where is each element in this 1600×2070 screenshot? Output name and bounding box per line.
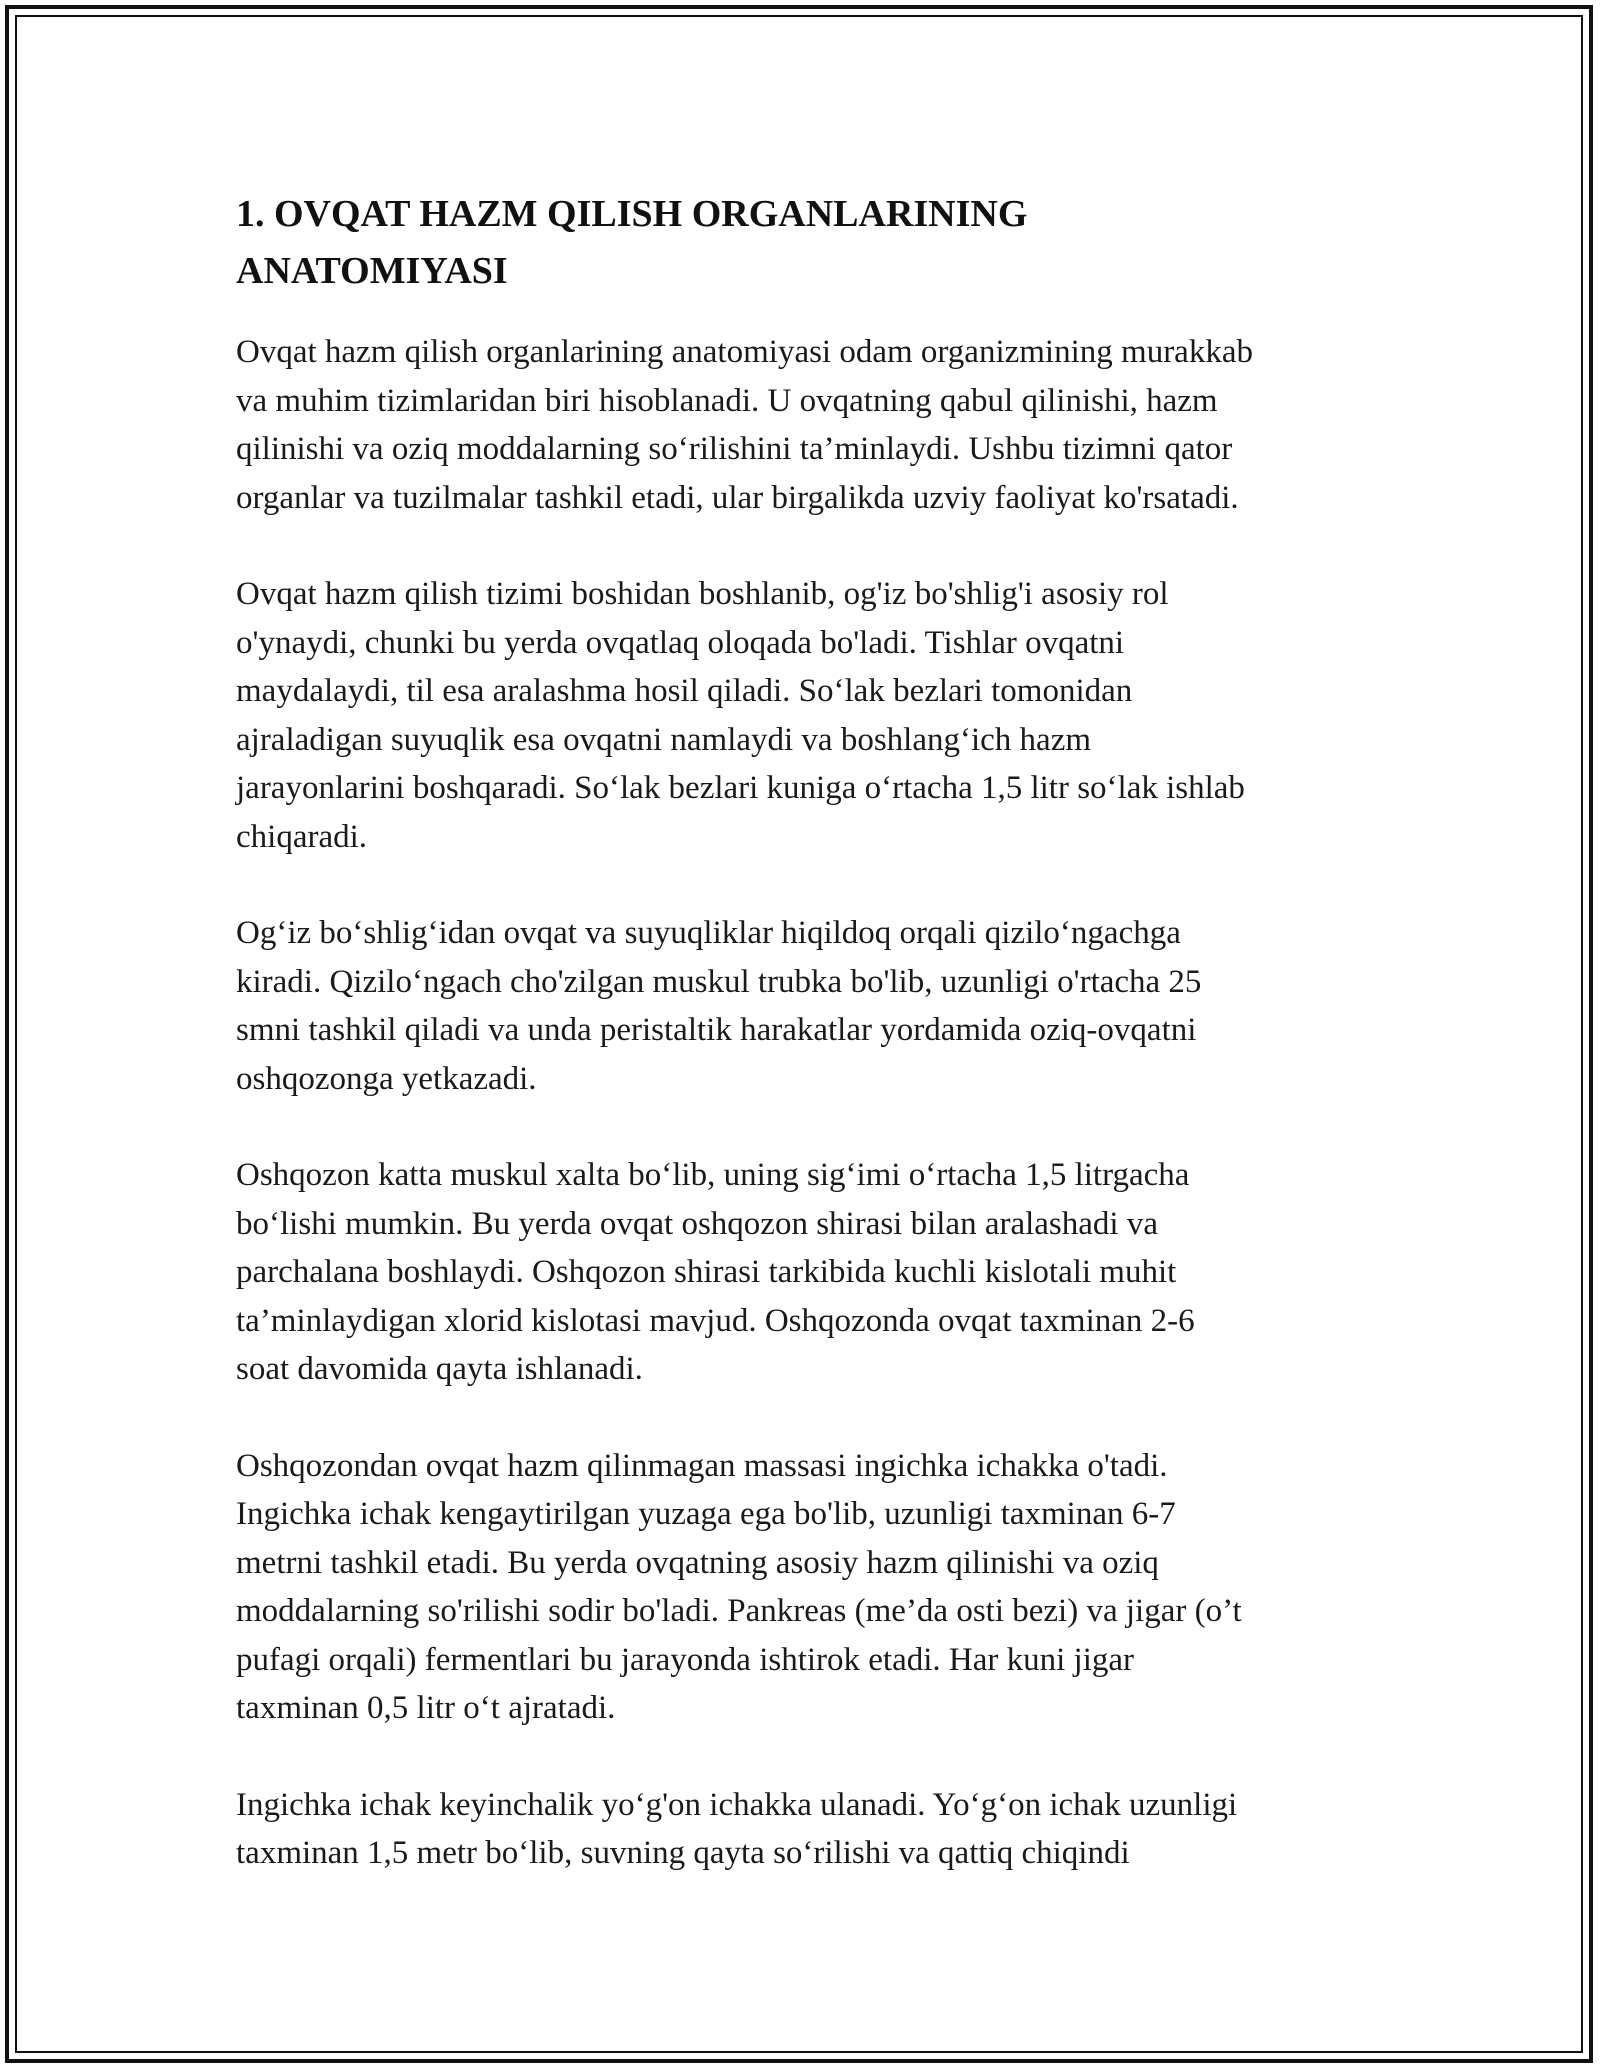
paragraph-intro: Ovqat hazm qilish organlarining anatomiyasi odam organizmining murakkab va muhim tizimlaridan biri hisoblanadi. U ovqatning qabul qilinishi, hazm qilinishi va oziq moddalarning so‘rilishini ta’minlaydi. Ushbu tizimni qator organlar va tuzilmalar tashkil etadi, ular birgalikda uzviy faoliyat ko'rsatadi. xyxy=(236,334,1253,516)
paragraph-small-intestine: Oshqozondan ovqat hazm qilinmagan massasi ingichka ichakka o'tadi. Ingichka ichak kengaytirilgan yuzaga ega bo'lib, uzunligi taxminan 6-7 metrni tashkil etadi. Bu yerda ovqatning asosiy hazm qilinishi va oziq moddalarning so'rilishi sodir bo'ladi. Pankreas (me’da osti bezi) va jigar (o’t pufagi orqali) fermentlari bu jarayonda ishtirok etadi. Har kuni jigar taxminan 0,5 litr o‘t ajratadi. xyxy=(236,1447,1242,1726)
paragraph-large-intestine: Ingichka ichak keyinchalik yo‘g'on ichakka ulanadi. Yo‘g‘on ichak uzunligi taxminan 1,5 metr bo‘lib, suvning qayta so‘rilishi va qattiq chiqindi xyxy=(236,1786,1238,1871)
section-heading: 1. OVQAT HAZM QILISH ORGANLARINING ANATOMIYASI xyxy=(236,193,1028,292)
paragraph-stomach: Oshqozon katta muskul xalta bo‘lib, uning sig‘imi o‘rtacha 1,5 litrgacha bo‘lishi mumkin. Bu yerda ovqat oshqozon shirasi bilan aralashadi va parchalana boshlaydi. Oshqozon shirasi tarkibida kuchli kislotali muhit ta’minlaydigan xlorid kislotasi mavjud. Oshqozonda ovqat taxminan 2-6 soat davomida qayta ishlanadi. xyxy=(236,1157,1195,1387)
paragraph-oral-cavity: Ovqat hazm qilish tizimi boshidan boshlanib, og'iz bo'shlig'i asosiy rol o'ynaydi, chunki bu yerda ovqatlaq oloqada bo'ladi. Tishlar ovqatni maydalaydi, til esa aralashma hosil qiladi. So‘lak bezlari tomonidan ajraladigan suyuqlik esa ovqatni namlaydi va boshlang‘ich hazm jarayonlarini boshqaradi. So‘lak bezlari kuniga o‘rtacha 1,5 litr so‘lak ishlab chiqaradi. xyxy=(236,576,1245,855)
paragraph-esophagus: Og‘iz bo‘shlig‘idan ovqat va suyuqliklar hiqildoq orqali qizilo‘ngachga kiradi. Qizilo‘ngach cho'zilgan muskul trubka bo'lib, uzunligi o'rtacha 25 smni tashkil qiladi va unda peristaltik harakatlar yordamida oziq-ovqatni oshqozonga yetkazadi. xyxy=(236,915,1202,1097)
document-body xyxy=(236,186,1376,1926)
